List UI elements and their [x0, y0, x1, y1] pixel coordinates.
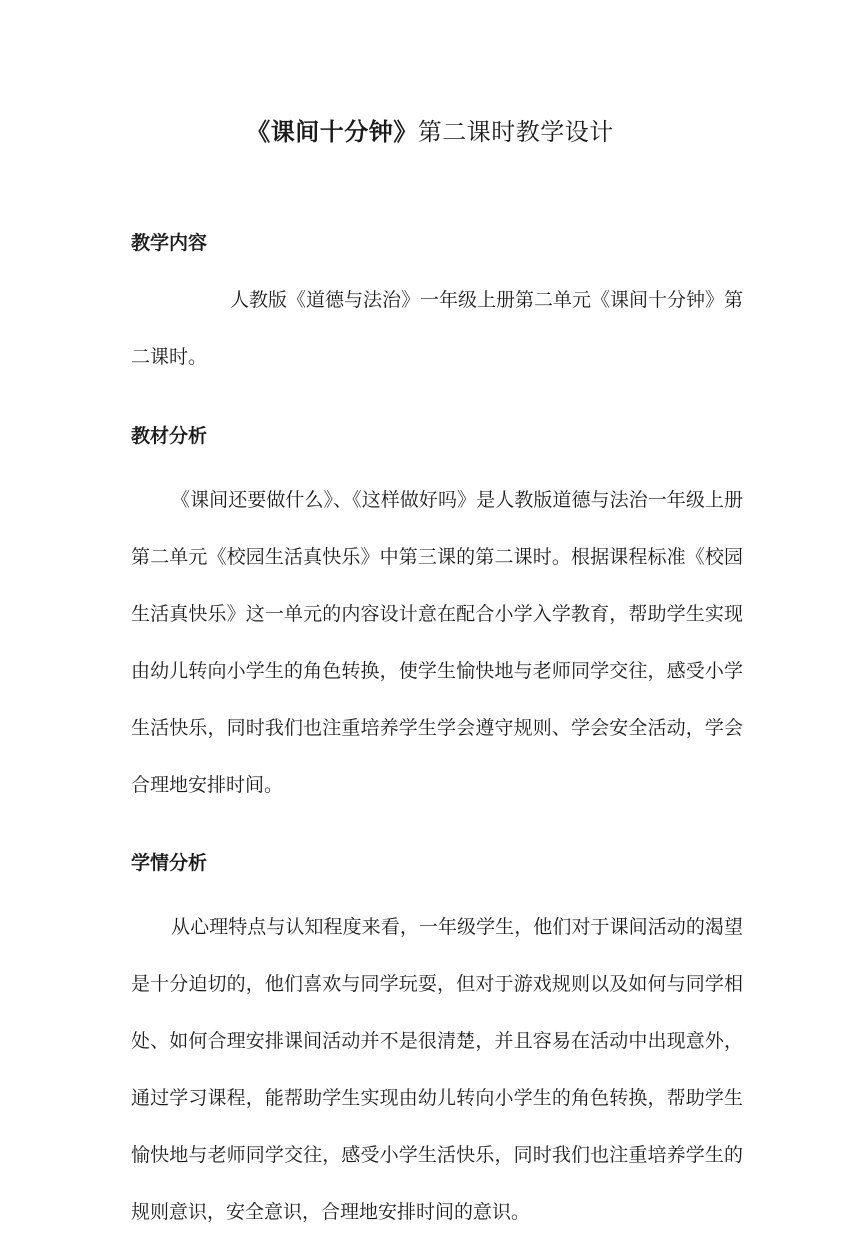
- document-title: [0, 114, 860, 150]
- section-heading: 教学内容: [131, 232, 208, 254]
- title-normal-part: 第二课时教学设计: [417, 118, 614, 146]
- section-textbook-analysis: [131, 422, 743, 814]
- section-paragraph: 《课间还要做什么》、《这样做好吗》是人教版道德与法治一年级上册第二单元《校园生活真快乐》中第三课的第二课时。根据课程标准《校园生活真快乐》这一单元的内容设计意在配合小学入学教育，帮助学生实现由幼儿转向小学生的角色转换，使学生愉快地与老师同学交往，感受小学生活快乐，同时我们也注重培养学生学会遵守规则、学会安全活动，学会合理地安排时间。: [131, 489, 743, 796]
- section-teaching-content: [131, 229, 743, 386]
- section-paragraph: 人教版《道德与法治》一年级上册第二单元《课间十分钟》第二课时。: [131, 289, 744, 368]
- section-heading: 教材分析: [131, 425, 208, 447]
- section-student-analysis: [131, 849, 743, 1241]
- title-bold-part: 《课间十分钟》: [246, 118, 418, 146]
- section-heading: 学情分析: [131, 852, 208, 874]
- section-paragraph: 从心理特点与认知程度来看，一年级学生，他们对于课间活动的渴望是十分迫切的，他们喜欢与同学玩耍，但对于游戏规则以及如何与同学相处、如何合理安排课间活动并不是很清楚，并且容易在活动中出现意外，通过学习课程，能帮助学生实现由幼儿转向小学生的角色转换，帮助学生愉快地与老师同学交往，感受小学生活快乐，同时我们也注重培养学生的规则意识，安全意识，合理地安排时间的意识。: [131, 916, 743, 1223]
